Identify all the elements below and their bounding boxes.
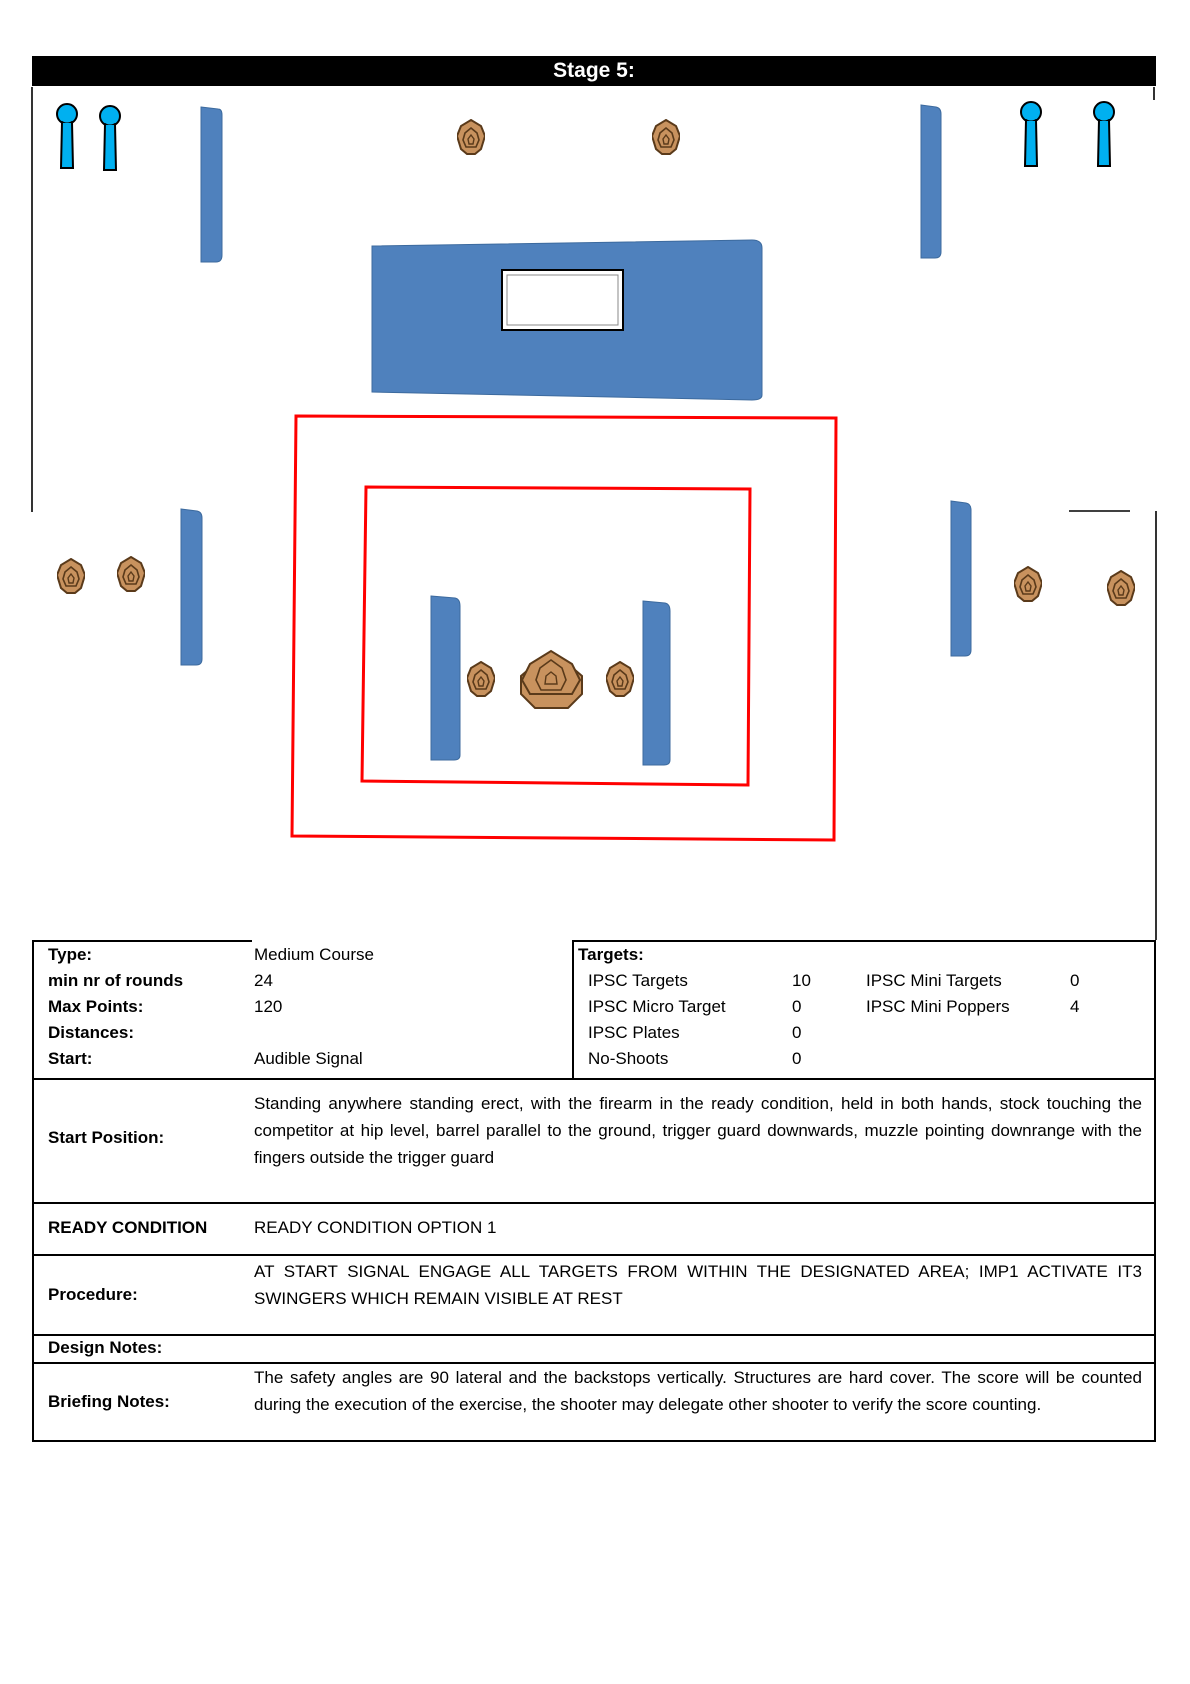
type-label: Type: — [48, 945, 93, 964]
target-name: IPSC Micro Target — [588, 997, 726, 1016]
popper-icon — [57, 104, 77, 168]
window-structure — [372, 240, 762, 400]
procedure-label: Procedure: — [48, 1285, 138, 1304]
rounds-value: 24 — [254, 971, 273, 990]
wall — [951, 501, 971, 656]
rounds-label: min nr of rounds — [48, 971, 184, 990]
shooting-box-outer — [292, 416, 836, 840]
target-count: 0 — [792, 1049, 802, 1068]
target-name: IPSC Mini Targets — [866, 971, 1002, 990]
start-value: Audible Signal — [254, 1049, 363, 1068]
wall — [201, 107, 222, 262]
design-notes-label: Design Notes: — [48, 1338, 163, 1357]
distances-label: Distances: — [48, 1023, 134, 1042]
popper-icon — [1094, 102, 1114, 166]
shooting-area-boxes — [292, 416, 836, 840]
targets-label: Targets: — [578, 945, 644, 964]
ipsc-target-icon — [606, 662, 634, 696]
wall — [921, 105, 941, 258]
stage-title: Stage 5: — [32, 56, 1156, 86]
ipsc-target-icon — [57, 559, 85, 593]
target-count: 0 — [792, 1023, 802, 1042]
procedure-value: AT START SIGNAL ENGAGE ALL TARGETS FROM WITHIN THE DESIGNATED AREA; IMP1 ACTIVATE IT3 SWINGERS WHICH REMAIN VISIBLE AT REST — [254, 1262, 1142, 1308]
ipsc-target-icon — [652, 120, 680, 154]
ipsc-target-icon — [457, 120, 485, 154]
briefing-notes-value: The safety angles are 90 lateral and the backstops vertically. Structures are hard cover. The score will be counted during the execution of the exercise, the shooter may delegate other shooter to verify the score counting. — [254, 1368, 1142, 1414]
target-name: IPSC Targets — [588, 971, 688, 990]
swinger-targets-icon — [521, 651, 582, 708]
target-count: 4 — [1070, 997, 1080, 1016]
ready-label: READY CONDITION — [48, 1218, 208, 1237]
wall — [643, 601, 670, 765]
start-label: Start: — [48, 1049, 93, 1068]
shooting-box-inner — [362, 487, 750, 785]
ipsc-target-icon — [467, 662, 495, 696]
start-position-value: Standing anywhere standing erect, with the firearm in the ready condition, held in both hands, stock touching the competitor at hip level, barrel parallel to the ground, trigger guard downwards, muzzle pointing downrange with the fingers outside the trigger guard — [254, 1094, 1142, 1167]
ipsc-target-icon — [117, 557, 145, 591]
target-count: 0 — [1070, 971, 1080, 990]
briefing-notes-label: Briefing Notes: — [48, 1392, 170, 1411]
target-count: 10 — [792, 971, 811, 990]
type-value: Medium Course — [254, 945, 374, 964]
start-position-label: Start Position: — [48, 1128, 165, 1147]
target-name: IPSC Mini Poppers — [866, 997, 1010, 1016]
popper-icon — [100, 106, 120, 170]
points-label: Max Points: — [48, 997, 144, 1016]
popper-icon — [1021, 102, 1041, 166]
target-name: No-Shoots — [588, 1049, 669, 1068]
wall — [181, 509, 202, 665]
ipsc-target-icon — [1107, 571, 1135, 605]
target-count: 0 — [792, 997, 802, 1016]
ipsc-target-icon — [1014, 567, 1042, 601]
points-value: 120 — [254, 997, 283, 1016]
ready-value: READY CONDITION OPTION 1 — [254, 1218, 497, 1237]
wall — [431, 596, 460, 760]
target-name: IPSC Plates — [588, 1023, 680, 1042]
